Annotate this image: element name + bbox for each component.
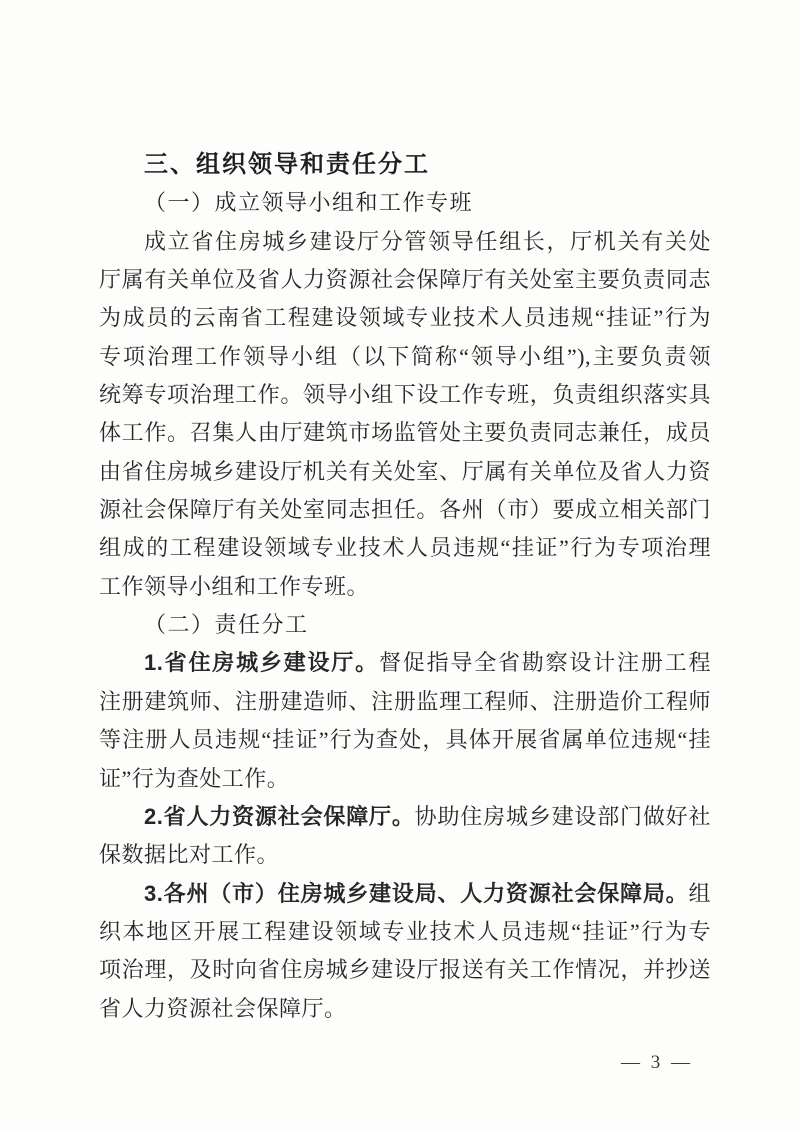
paragraph-1-line: 源社会保障厅有关处室同志担任。各州（市）要成立相关部门 [99,497,711,523]
item-3-text: 组 [688,880,711,906]
paragraph-1-line: 组成的工程建设领域专业技术人员违规“挂证”行为专项治理 [99,535,711,561]
item-1-line: 等注册人员违规“挂证”行为查处，具体开展省属单位违规“挂 [99,727,711,753]
paragraph-1-line: 专项治理工作领导小组（以下简称“领导小组”),主要负责领 [99,343,711,369]
item-3-line [99,875,711,913]
item-2-line [99,798,711,836]
page-number: — 3 — [621,1052,693,1073]
item-1-line [99,644,711,682]
paragraph-1-line: 厅属有关单位及省人力资源社会保障厅有关处室主要负责同志 [99,267,711,293]
item-2-text: 协助住房城乡建设部门做好社 [414,803,711,829]
item-3-lead: 3.各州（市）住房城乡建设局、人力资源社会保障局。 [144,880,689,906]
document-body [99,146,711,1028]
paragraph-1-line: 由省住房城乡建设厅机关有关处室、厅属有关单位及省人力资 [99,458,711,484]
paragraph-1-line: 体工作。召集人由厅建筑市场监管处主要负责同志兼任，成员 [99,420,711,446]
section-heading: 三、组织领导和责任分工 [144,151,430,178]
paragraph-1-line: 成立省住房城乡建设厅分管领导任组长，厅机关有关处 [144,228,711,254]
item-1-line: 注册建筑师、注册建造师、注册监理工程师、注册造价工程师 [99,688,711,714]
item-3-line: 织本地区开展工程建设领域专业技术人员违规“挂证”行为专 [99,918,711,944]
subsection-2-heading: （二）责任分工 [144,612,309,638]
subsection-1-heading: （一）成立领导小组和工作专班 [144,190,474,216]
item-2-lead: 2.省人力资源社会保障厅。 [144,803,415,829]
item-2-line: 保数据比对工作。 [99,842,280,868]
item-1-line: 证”行为查处工作。 [99,765,290,791]
item-1-lead: 1.省住房城乡建设厅。 [144,650,379,676]
item-1-text: 督促指导全省勘察设计注册工程 [378,650,711,676]
item-3-line: 省人力资源社会保障厅。 [99,995,347,1021]
paragraph-1-line: 统筹专项治理工作。领导小组下设工作专班，负责组织落实具 [99,382,711,408]
item-3-line: 项治理，及时向省住房城乡建设厅报送有关工作情况，并抄送 [99,957,711,983]
paragraph-1-line: 工作领导小组和工作专班。 [99,573,370,599]
paragraph-1-line: 为成员的云南省工程建设领域专业技术人员违规“挂证”行为 [99,305,711,331]
